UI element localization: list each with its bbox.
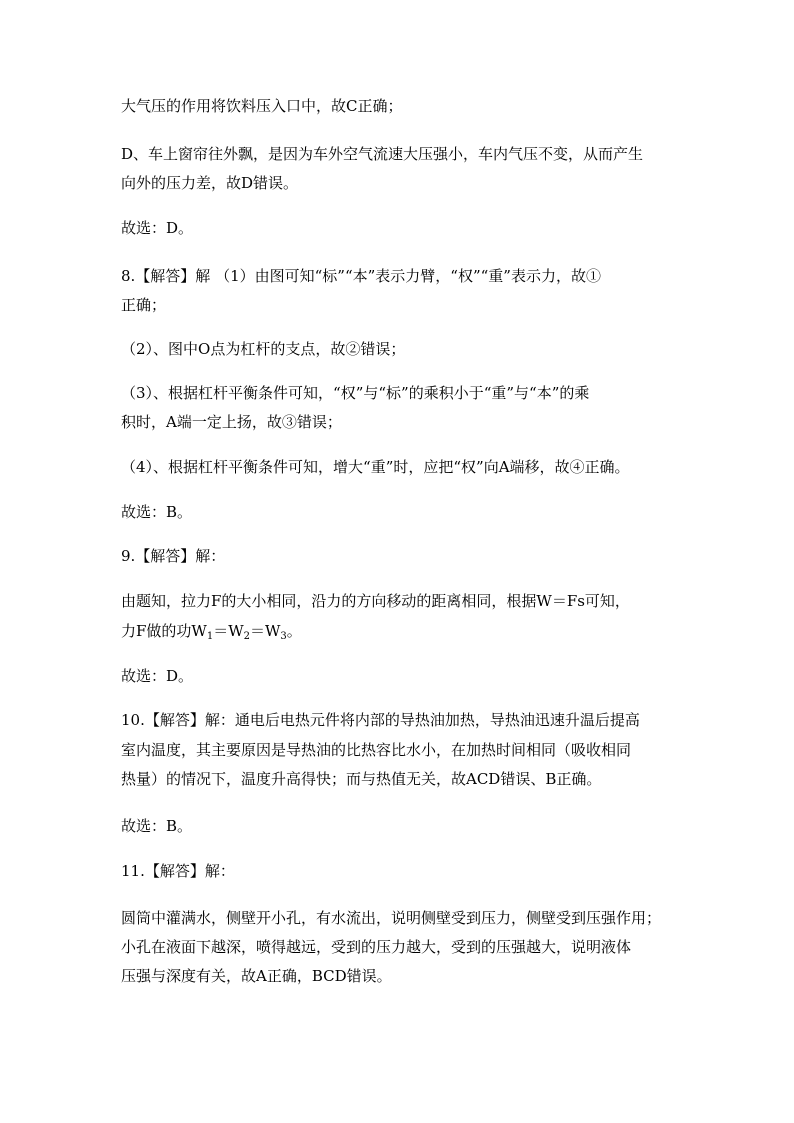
text-line: 压强与深度有关，故A正确，BCD错误。	[121, 967, 392, 985]
subscript: 2	[243, 631, 250, 642]
formula-text: ＝W	[250, 622, 281, 640]
text-line: 小孔在液面下越深，喷得越远，受到的压力越大，受到的压强越大，说明液体	[121, 938, 632, 956]
text-line: 9.【解答】解：	[121, 547, 226, 565]
formula-text: 。	[286, 622, 302, 640]
text-line: 大气压的作用将饮料压入口中，故C正确；	[121, 97, 403, 115]
text-line: 积时，A端一定上扬，故③错误；	[121, 413, 342, 431]
text-line: （3）、根据杠杆平衡条件可知，“权”与“标”的乘积小于“重”与“本”的乘	[121, 384, 590, 402]
formula-text: 力F做的功W	[121, 622, 207, 640]
text-line: 11.【解答】解：	[121, 862, 235, 880]
text-line: 故选：B。	[121, 817, 193, 835]
subscript: 1	[206, 631, 214, 642]
text-line: （2）、图中O点为杠杆的支点，故②错误；	[121, 340, 406, 358]
text-line: （4）、根据杠杆平衡条件可知，增大“重”时，应把“权”向A端移，故④正确。	[121, 458, 630, 476]
text-line: 正确；	[121, 296, 167, 314]
text-line: 8.【解答】解 （1）由图可知“标”“本”表示力臂，“权”“重”表示力，故①	[121, 267, 601, 285]
text-line: 热量）的情况下，温度升高得快；而与热值无关，故ACD错误、B正确。	[121, 770, 602, 788]
text-line: 圆筒中灌满水，侧壁开小孔，有水流出，说明侧壁受到压力，侧壁受到压强作用；	[121, 909, 662, 927]
text-line: 故选：D。	[121, 667, 194, 685]
text-line: 向外的压力差，故D错误。	[121, 174, 299, 192]
formula-text: ＝W	[213, 622, 244, 640]
text-line: D、车上窗帘往外飘，是因为车外空气流速大压强小，车内气压不变，从而产生	[121, 145, 644, 163]
subscript: 3	[280, 631, 287, 642]
text-line-with-subscripts	[121, 622, 302, 640]
text-line: 室内温度，其主要原因是导热油的比热容比水小，在加热时间相同（吸收相同	[121, 741, 632, 759]
text-line: 10.【解答】解：通电后电热元件将内部的导热油加热，导热油迅速升温后提高	[121, 711, 640, 729]
text-line: 故选：D。	[121, 219, 194, 237]
text-line: 故选：B。	[121, 503, 193, 521]
text-line: 由题知，拉力F的大小相同，沿力的方向移动的距离相同，根据W＝Fs可知，	[121, 592, 630, 610]
